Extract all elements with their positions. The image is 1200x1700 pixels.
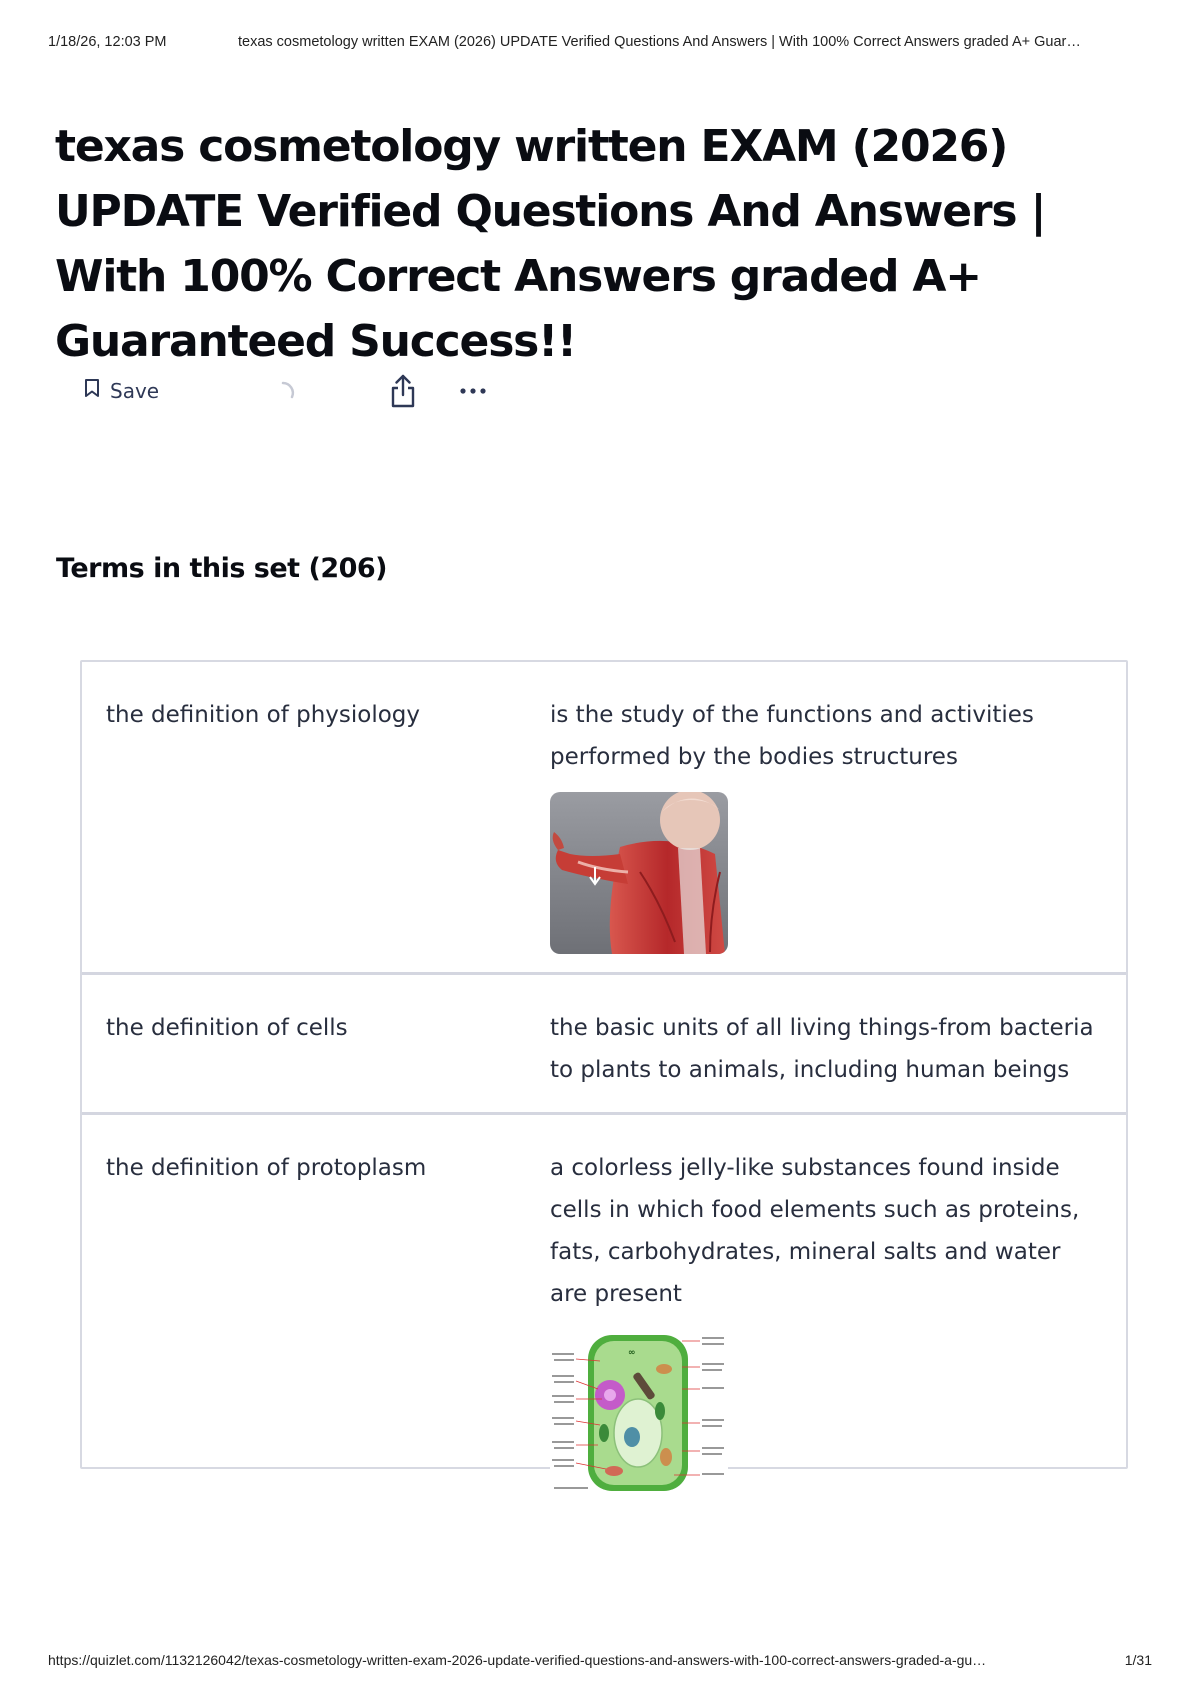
share-icon[interactable]	[388, 373, 418, 413]
print-footer	[48, 1652, 1152, 1668]
terms-heading: Terms in this set (206)	[56, 553, 388, 584]
save-label: Save	[110, 378, 160, 403]
plant-cell-diagram-image	[550, 1329, 728, 1499]
terms-table	[80, 660, 1128, 1469]
term-word: the definition of physiology	[106, 702, 421, 728]
bookmark-icon	[84, 378, 100, 403]
definition-text: the basic units of all living things-from bacteria to plants to animals, including human beings	[550, 1015, 1094, 1083]
page-title: texas cosmetology written EXAM (2026) UPDATE Verified Questions And Answers | With 100% Correct Answers graded A+ Guaranteed Success!!	[55, 121, 1046, 367]
term-definition	[550, 1147, 1100, 1499]
term-word: the definition of protoplasm	[106, 1155, 427, 1181]
term-row	[82, 972, 1126, 1112]
print-header	[48, 34, 1152, 50]
term-definition	[550, 1007, 1100, 1091]
term-row	[82, 662, 1126, 972]
page-url: https://quizlet.com/1132126042/texas-cosmetology-written-exam-2026-update-verified-questions-and-answers-with-100-correct-answers-graded-a-gu…	[48, 1652, 987, 1668]
definition-text: a colorless jelly-like substances found inside cells in which food elements such as proteins, fats, carbohydrates, mineral salts and water are present	[550, 1155, 1080, 1307]
save-button[interactable]	[84, 378, 159, 403]
term-row	[82, 1112, 1126, 1467]
more-options-icon[interactable]	[458, 382, 488, 401]
term-word: the definition of cells	[106, 1015, 348, 1041]
term-definition	[550, 694, 1100, 954]
muscle-anatomy-image	[550, 792, 728, 954]
definition-text: is the study of the functions and activities performed by the bodies structures	[550, 702, 1034, 770]
print-date: 1/18/26, 12:03 PM	[48, 34, 167, 50]
print-document-title: texas cosmetology written EXAM (2026) UPDATE Verified Questions And Answers | With 100% Correct Answers graded A+ Guar…	[238, 34, 1081, 50]
svg-text:∞: ∞	[628, 1348, 636, 1358]
page-number: 1/31	[1124, 1652, 1152, 1668]
loading-spinner-icon	[270, 380, 296, 410]
